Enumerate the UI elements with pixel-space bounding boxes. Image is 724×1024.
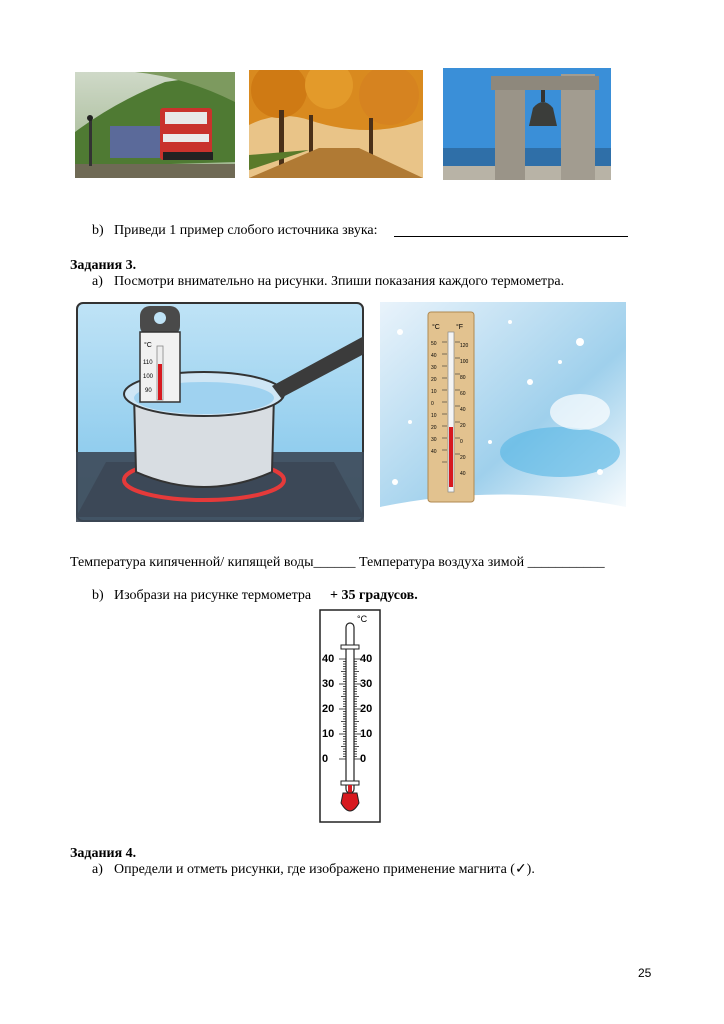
drawn-thermo-label-right: 30 — [360, 678, 373, 690]
task3-item-b-value: + 35 градусов. — [330, 588, 418, 603]
winter-thermometer-image — [380, 302, 626, 522]
bell-tower-photo — [443, 68, 611, 180]
right-thermo-unit-c: °C — [432, 324, 440, 331]
drawn-thermo-label-right: 0 — [360, 753, 367, 765]
right-thermo-f-label: 100 — [460, 359, 469, 365]
right-thermo-f-label: 80 — [460, 375, 466, 381]
right-thermo-c-label: 30 — [431, 365, 437, 371]
right-thermo-f-label: 40 — [460, 407, 466, 413]
autumn-trees-photo — [249, 70, 423, 178]
task4-item-a-marker: a) — [92, 862, 103, 877]
right-thermo-f-label: 0 — [460, 439, 463, 445]
task3-answer-line[interactable]: Температура кипяченной/ кипящей воды______ Температура воздуха зимой ___________ — [70, 555, 605, 570]
drawn-thermo-label-left: 10 — [322, 728, 335, 740]
right-thermo-c-label: 40 — [431, 353, 437, 359]
task4-item-a-text: Определи и отметь рисунки, где изображено применение магнита (✓). — [114, 862, 535, 877]
right-thermo-f-label: 60 — [460, 391, 466, 397]
drawn-thermo-label-right: 20 — [360, 703, 373, 715]
task2-item-b-marker: b) — [92, 223, 104, 238]
right-thermo-f-label: 120 — [460, 343, 469, 349]
left-thermo-label: 90 — [145, 388, 152, 394]
page-number: 25 — [638, 966, 652, 980]
boiling-water-thermometer-image — [76, 302, 364, 522]
task2-item-b-text: Приведи 1 пример слобого источника звука: — [114, 223, 378, 238]
drawn-thermo-label-left: 20 — [322, 703, 335, 715]
right-thermo-c-label: 10 — [431, 389, 437, 395]
left-thermo-label: 110 — [143, 360, 153, 366]
right-thermo-c-label: 10 — [431, 413, 437, 419]
right-thermo-f-label: 20 — [460, 423, 466, 429]
task3-item-b-text: Изобрази на рисунке термометра — [114, 588, 312, 603]
task3-title: Задания 3. — [70, 258, 137, 273]
task2-answer-line[interactable] — [394, 236, 628, 237]
drawn-thermo-label-left: 0 — [322, 753, 329, 765]
right-thermo-c-label: 20 — [431, 377, 437, 383]
right-thermo-c-label: 20 — [431, 425, 437, 431]
blank-thermometer-drawing[interactable] — [319, 609, 381, 823]
right-thermo-c-label: 0 — [431, 401, 434, 407]
drawn-thermo-label-right: 40 — [360, 653, 373, 665]
right-thermo-c-label: 40 — [431, 449, 437, 455]
task3-item-b-marker: b) — [92, 588, 104, 603]
right-thermo-c-label: 30 — [431, 437, 437, 443]
drawn-thermo-unit: °C — [357, 614, 368, 624]
task4-title: Задания 4. — [70, 846, 137, 861]
left-thermo-unit: °C — [144, 342, 152, 349]
right-thermo-c-label: 50 — [431, 341, 437, 347]
drawn-thermo-label-left: 30 — [322, 678, 335, 690]
left-thermo-label: 100 — [143, 374, 154, 380]
drawn-thermo-label-left: 40 — [322, 653, 335, 665]
drawn-thermo-label-right: 10 — [360, 728, 373, 740]
train-photo — [75, 72, 235, 178]
right-thermo-unit-f: °F — [456, 324, 464, 331]
right-thermo-f-label: 40 — [460, 471, 466, 477]
task3-item-a-marker: a) — [92, 274, 103, 289]
task3-item-a-text: Посмотри внимательно на рисунки. Зпиши показания каждого термометра. — [114, 274, 565, 289]
right-thermo-f-label: 20 — [460, 455, 466, 461]
